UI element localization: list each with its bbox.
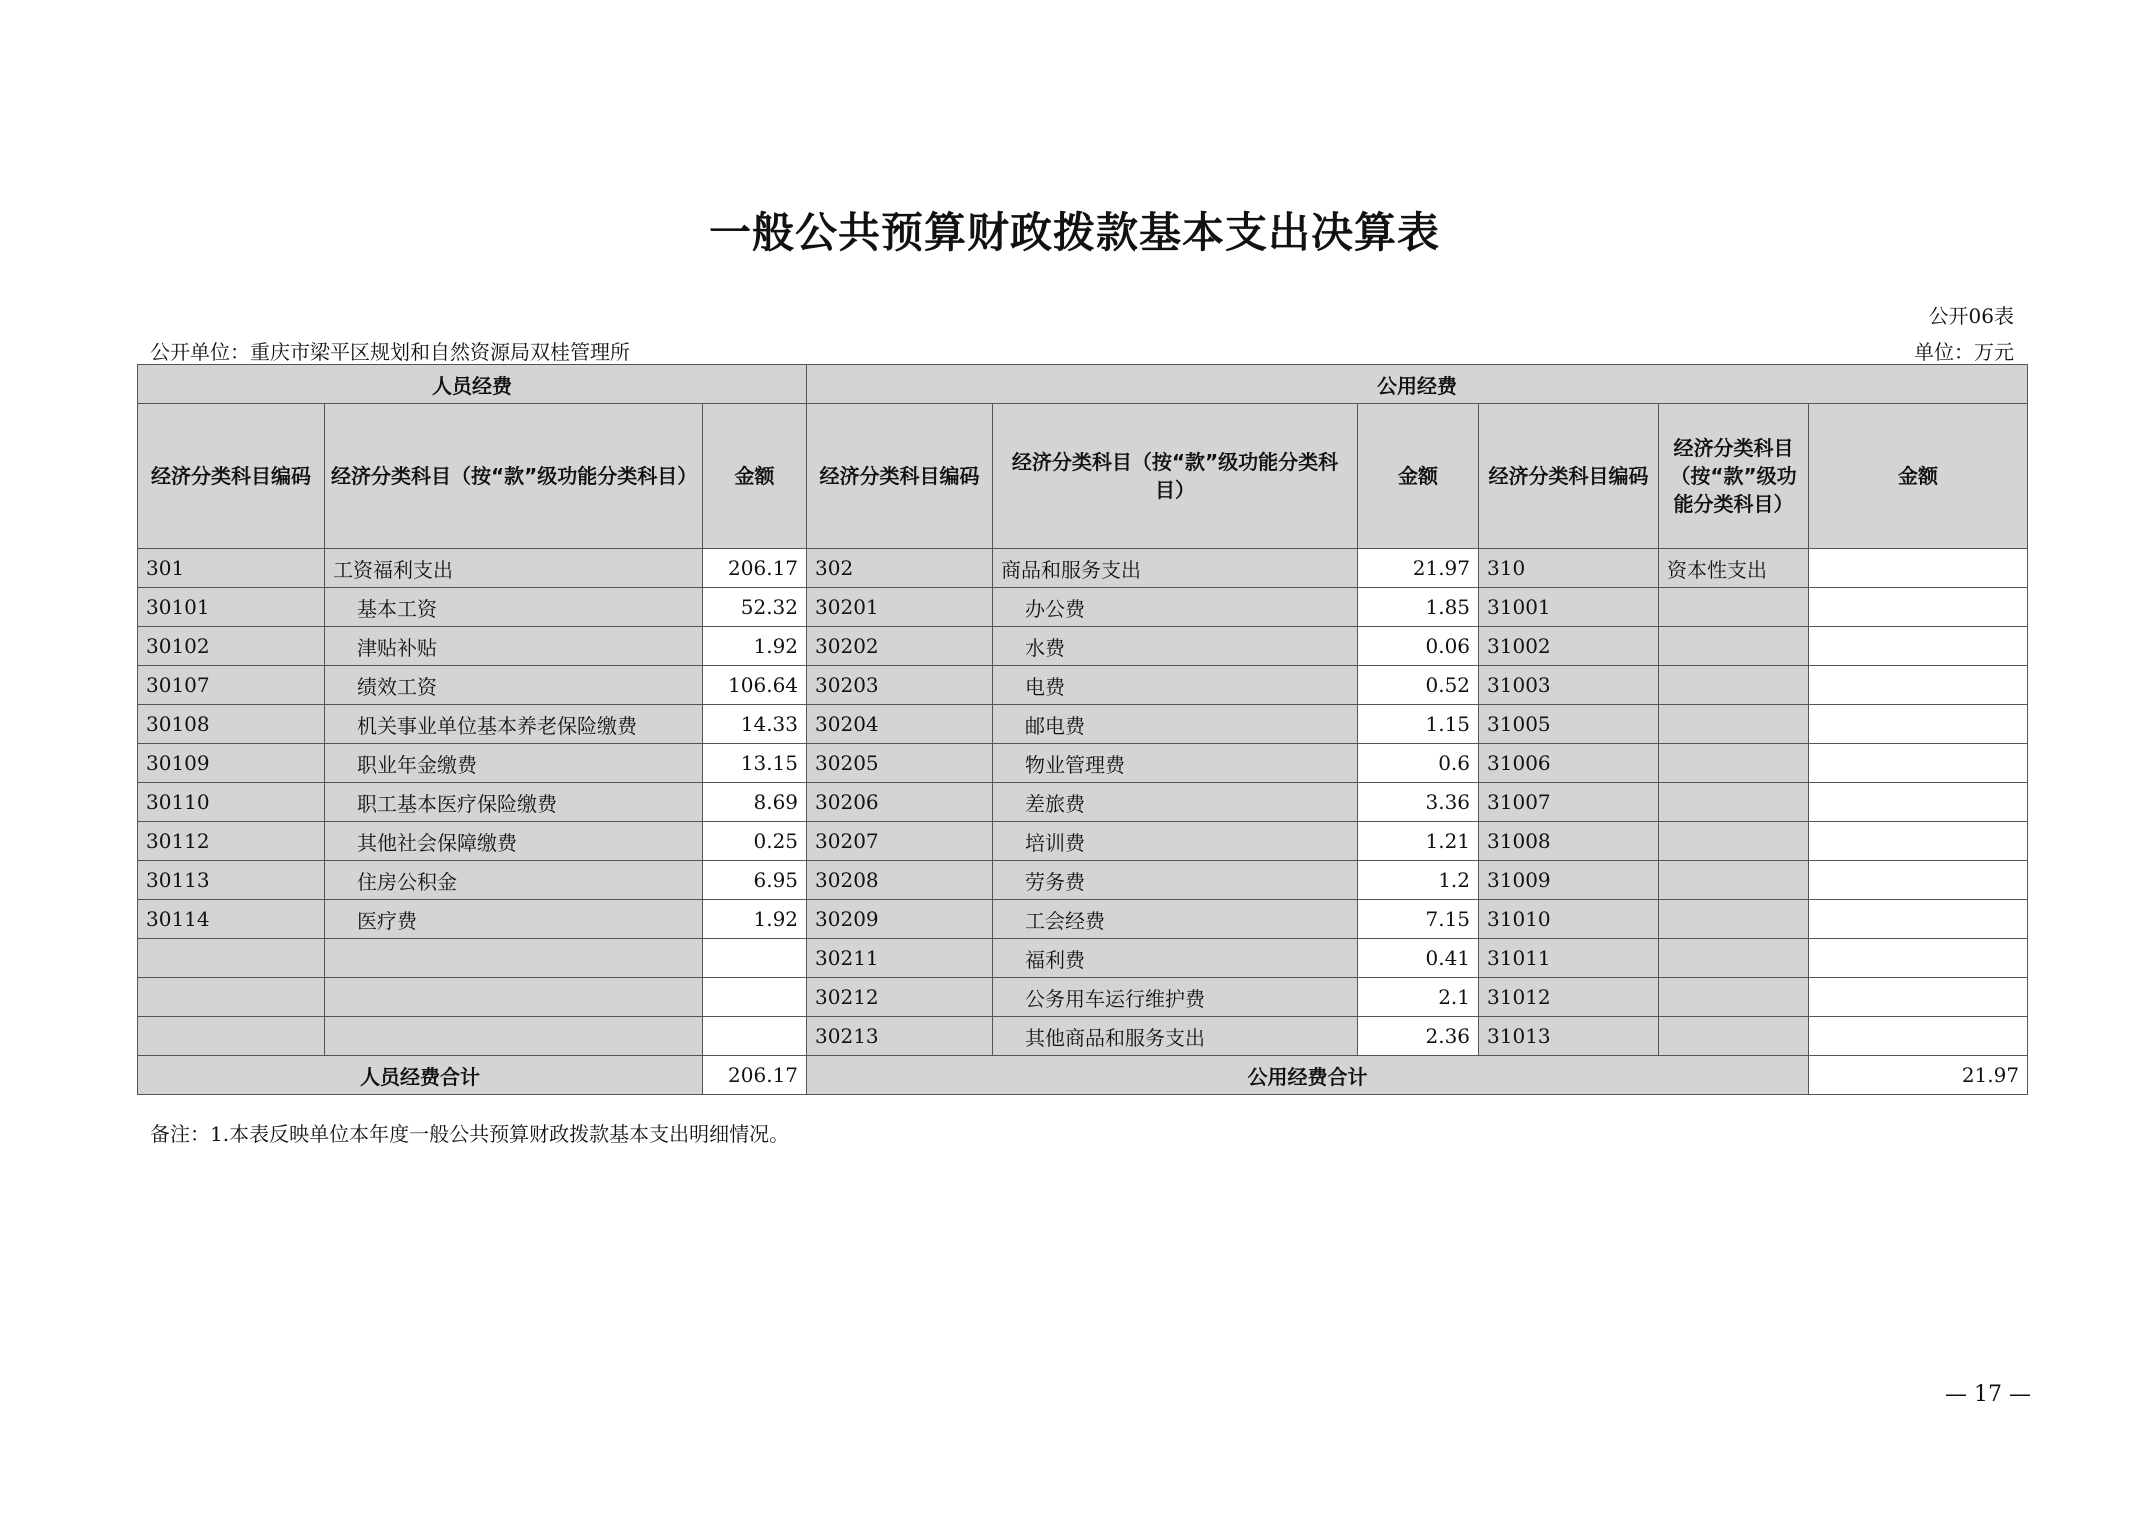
cell-p-amt: 13.15	[703, 744, 807, 783]
cell-c-name	[1659, 1017, 1809, 1056]
cell-c-amt	[1809, 588, 2028, 627]
table-row	[138, 783, 2028, 822]
cell-p-amt	[703, 1017, 807, 1056]
cell-c-name	[1659, 822, 1809, 861]
cell-u-name: 商品和服务支出	[993, 549, 1358, 588]
cell-u-amt: 21.97	[1358, 549, 1479, 588]
unit-label: 单位：万元	[1914, 340, 2014, 364]
table-row	[138, 900, 2028, 939]
cell-p-code: 30112	[138, 822, 325, 861]
header-code: 经济分类科目编码	[138, 404, 325, 549]
cell-u-amt: 0.41	[1358, 939, 1479, 978]
cell-p-code: 30110	[138, 783, 325, 822]
cell-u-amt: 1.15	[1358, 705, 1479, 744]
cell-u-name: 培训费	[993, 822, 1358, 861]
cell-p-amt: 0.25	[703, 822, 807, 861]
cell-u-code: 30211	[807, 939, 993, 978]
cell-p-code: 30102	[138, 627, 325, 666]
cell-c-amt	[1809, 900, 2028, 939]
cell-u-code: 30201	[807, 588, 993, 627]
cell-c-amt	[1809, 783, 2028, 822]
page-number: — 17 —	[1945, 1382, 2031, 1407]
cell-p-code: 30114	[138, 900, 325, 939]
cell-u-code: 302	[807, 549, 993, 588]
cell-u-code: 30205	[807, 744, 993, 783]
cell-p-name: 绩效工资	[325, 666, 703, 705]
cell-c-name	[1659, 627, 1809, 666]
cell-u-amt: 1.85	[1358, 588, 1479, 627]
cell-u-name: 福利费	[993, 939, 1358, 978]
table-row	[138, 822, 2028, 861]
cell-c-name	[1659, 705, 1809, 744]
cell-c-amt	[1809, 744, 2028, 783]
cell-c-amt	[1809, 627, 2028, 666]
cell-u-amt: 2.1	[1358, 978, 1479, 1017]
cell-c-name	[1659, 978, 1809, 1017]
cell-u-code: 30209	[807, 900, 993, 939]
cell-p-amt: 106.64	[703, 666, 807, 705]
cell-u-amt: 0.6	[1358, 744, 1479, 783]
cell-c-code: 31012	[1479, 978, 1659, 1017]
table-row	[138, 861, 2028, 900]
cell-u-amt: 1.2	[1358, 861, 1479, 900]
page-title: 一般公共预算财政拨款基本支出决算表	[708, 208, 1440, 257]
cell-c-amt	[1809, 939, 2028, 978]
cell-u-amt: 3.36	[1358, 783, 1479, 822]
cell-u-name: 公务用车运行维护费	[993, 978, 1358, 1017]
header-name: 经济分类科目（按“款”级功能分类科目）	[1659, 404, 1809, 549]
cell-p-name	[325, 978, 703, 1017]
table-row	[138, 705, 2028, 744]
cell-p-code: 30113	[138, 861, 325, 900]
cell-p-name: 医疗费	[325, 900, 703, 939]
cell-u-amt: 0.06	[1358, 627, 1479, 666]
cell-c-amt	[1809, 666, 2028, 705]
table-row	[138, 666, 2028, 705]
public-total-value: 21.97	[1809, 1056, 2028, 1095]
cell-p-code: 30108	[138, 705, 325, 744]
cell-p-name: 职业年金缴费	[325, 744, 703, 783]
table-row	[138, 744, 2028, 783]
cell-p-name: 基本工资	[325, 588, 703, 627]
header-name: 经济分类科目（按“款”级功能分类科目）	[993, 404, 1358, 549]
cell-c-name	[1659, 588, 1809, 627]
cell-c-code: 31003	[1479, 666, 1659, 705]
cell-u-name: 其他商品和服务支出	[993, 1017, 1358, 1056]
public-total-label: 公用经费合计	[807, 1056, 1809, 1095]
personnel-total-label: 人员经费合计	[138, 1056, 703, 1095]
expenditure-table	[137, 364, 2028, 1095]
cell-c-amt	[1809, 978, 2028, 1017]
cell-p-code: 30107	[138, 666, 325, 705]
cell-u-name: 电费	[993, 666, 1358, 705]
cell-p-code	[138, 1017, 325, 1056]
cell-p-name: 其他社会保障缴费	[325, 822, 703, 861]
cell-p-amt: 14.33	[703, 705, 807, 744]
cell-u-name: 工会经费	[993, 900, 1358, 939]
cell-c-name	[1659, 861, 1809, 900]
header-code: 经济分类科目编码	[807, 404, 993, 549]
cell-u-amt: 1.21	[1358, 822, 1479, 861]
unit-name: 公开单位：重庆市梁平区规划和自然资源局双桂管理所	[150, 340, 630, 364]
header-amount: 金额	[1809, 404, 2028, 549]
table-row	[138, 1017, 2028, 1056]
cell-c-name: 资本性支出	[1659, 549, 1809, 588]
cell-p-amt	[703, 978, 807, 1017]
cell-p-name: 工资福利支出	[325, 549, 703, 588]
cell-c-code: 31006	[1479, 744, 1659, 783]
cell-c-amt	[1809, 822, 2028, 861]
cell-u-code: 30204	[807, 705, 993, 744]
cell-u-name: 水费	[993, 627, 1358, 666]
table-row	[138, 978, 2028, 1017]
cell-c-code: 31007	[1479, 783, 1659, 822]
cell-p-amt	[703, 939, 807, 978]
cell-p-name	[325, 1017, 703, 1056]
cell-c-name	[1659, 666, 1809, 705]
cell-p-code: 30109	[138, 744, 325, 783]
table-row	[138, 939, 2028, 978]
cell-c-name	[1659, 744, 1809, 783]
cell-p-name	[325, 939, 703, 978]
cell-u-code: 30213	[807, 1017, 993, 1056]
cell-p-amt: 8.69	[703, 783, 807, 822]
cell-c-code: 31009	[1479, 861, 1659, 900]
cell-c-code: 31005	[1479, 705, 1659, 744]
cell-p-name: 机关事业单位基本养老保险缴费	[325, 705, 703, 744]
cell-u-amt: 0.52	[1358, 666, 1479, 705]
cell-c-amt	[1809, 549, 2028, 588]
cell-c-code: 31001	[1479, 588, 1659, 627]
cell-u-code: 30212	[807, 978, 993, 1017]
cell-u-name: 物业管理费	[993, 744, 1358, 783]
table-code: 公开06表	[1928, 304, 2014, 328]
cell-c-amt	[1809, 861, 2028, 900]
cell-c-amt	[1809, 705, 2028, 744]
cell-c-code: 310	[1479, 549, 1659, 588]
cell-p-code	[138, 978, 325, 1017]
cell-u-code: 30208	[807, 861, 993, 900]
header-code: 经济分类科目编码	[1479, 404, 1659, 549]
table-row	[138, 588, 2028, 627]
cell-c-code: 31013	[1479, 1017, 1659, 1056]
cell-u-code: 30202	[807, 627, 993, 666]
cell-p-code: 30101	[138, 588, 325, 627]
cell-u-amt: 2.36	[1358, 1017, 1479, 1056]
cell-c-name	[1659, 900, 1809, 939]
cell-c-name	[1659, 783, 1809, 822]
section-personnel: 人员经费	[138, 365, 807, 404]
cell-u-amt: 7.15	[1358, 900, 1479, 939]
cell-p-amt: 6.95	[703, 861, 807, 900]
footnote: 备注：1.本表反映单位本年度一般公共预算财政拨款基本支出明细情况。	[150, 1122, 790, 1146]
cell-c-code: 31011	[1479, 939, 1659, 978]
cell-p-amt: 1.92	[703, 627, 807, 666]
cell-p-code: 301	[138, 549, 325, 588]
cell-u-code: 30206	[807, 783, 993, 822]
cell-u-name: 邮电费	[993, 705, 1358, 744]
cell-p-amt: 206.17	[703, 549, 807, 588]
cell-p-name: 住房公积金	[325, 861, 703, 900]
cell-u-name: 差旅费	[993, 783, 1358, 822]
section-public: 公用经费	[807, 365, 2028, 404]
cell-u-name: 劳务费	[993, 861, 1358, 900]
cell-c-code: 31002	[1479, 627, 1659, 666]
table-row	[138, 627, 2028, 666]
cell-p-amt: 52.32	[703, 588, 807, 627]
header-name: 经济分类科目（按“款”级功能分类科目）	[325, 404, 703, 549]
header-amount: 金额	[703, 404, 807, 549]
cell-u-code: 30203	[807, 666, 993, 705]
cell-c-code: 31010	[1479, 900, 1659, 939]
personnel-total-value: 206.17	[703, 1056, 807, 1095]
header-amount: 金额	[1358, 404, 1479, 549]
cell-p-name: 职工基本医疗保险缴费	[325, 783, 703, 822]
cell-u-code: 30207	[807, 822, 993, 861]
table-body	[138, 549, 2028, 1056]
cell-c-amt	[1809, 1017, 2028, 1056]
cell-p-code	[138, 939, 325, 978]
cell-c-code: 31008	[1479, 822, 1659, 861]
cell-p-name: 津贴补贴	[325, 627, 703, 666]
cell-u-name: 办公费	[993, 588, 1358, 627]
table-row	[138, 549, 2028, 588]
cell-p-amt: 1.92	[703, 900, 807, 939]
cell-c-name	[1659, 939, 1809, 978]
